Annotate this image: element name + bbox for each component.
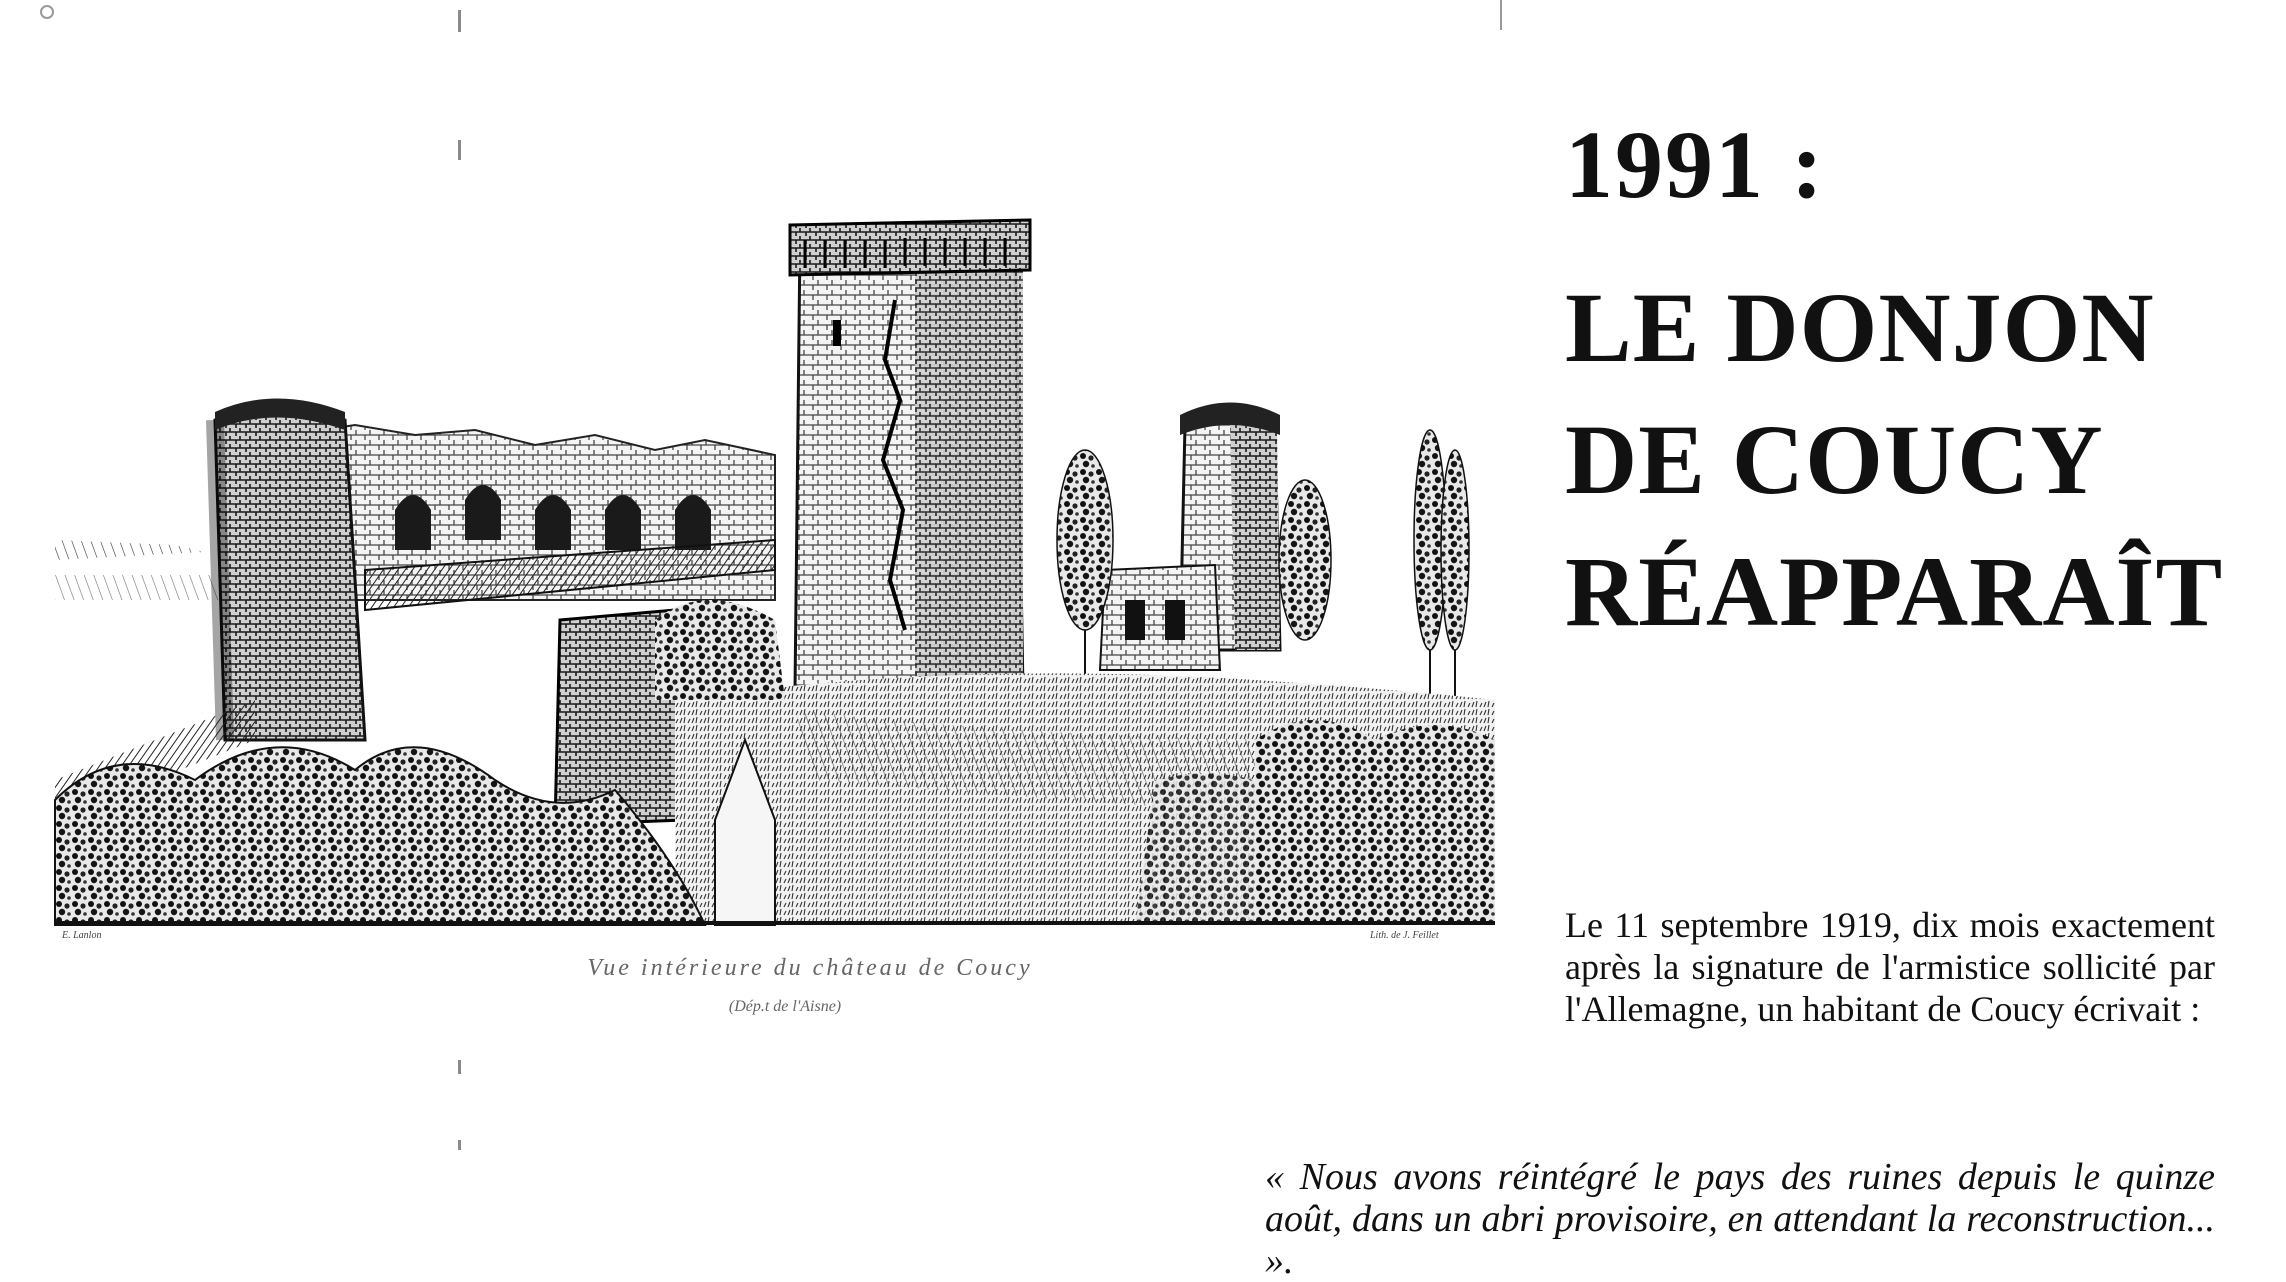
headline-year: 1991 : bbox=[1565, 111, 1825, 218]
castle-engraving bbox=[55, 180, 1495, 925]
engraving-credit-right: Lith. de J. Feillet bbox=[1370, 930, 1439, 941]
engraving-subcaption: (Dép.t de l'Aisne) bbox=[728, 998, 842, 1015]
headline bbox=[1565, 110, 2223, 658]
intro-paragraph: Le 11 septembre 1919, dix mois exactement après la signature de l'armistice sollicité par l'Allemagne, un habitant de Coucy écrivait : bbox=[1565, 905, 2215, 1029]
headline-line-3: RÉAPPARAÎT bbox=[1565, 536, 2224, 647]
headline-line-1: LE DONJON bbox=[1565, 272, 2155, 383]
scan-mark bbox=[458, 1140, 461, 1150]
scan-mark bbox=[458, 140, 461, 160]
engraving-caption: Vue intérieure du château de Coucy bbox=[587, 955, 1033, 981]
scan-mark bbox=[458, 1060, 461, 1074]
scan-mark bbox=[40, 5, 54, 19]
fold-line bbox=[1500, 0, 1502, 30]
headline-line-2: DE COUCY bbox=[1565, 404, 2104, 515]
engraving-credit-left: E. Lanlon bbox=[62, 930, 102, 941]
scan-mark bbox=[458, 10, 461, 32]
quote-paragraph: « Nous avons réintégré le pays des ruines depuis le quinze août, dans un abri provisoire, en attendant la reconstruction... ». bbox=[1265, 1156, 2215, 1282]
